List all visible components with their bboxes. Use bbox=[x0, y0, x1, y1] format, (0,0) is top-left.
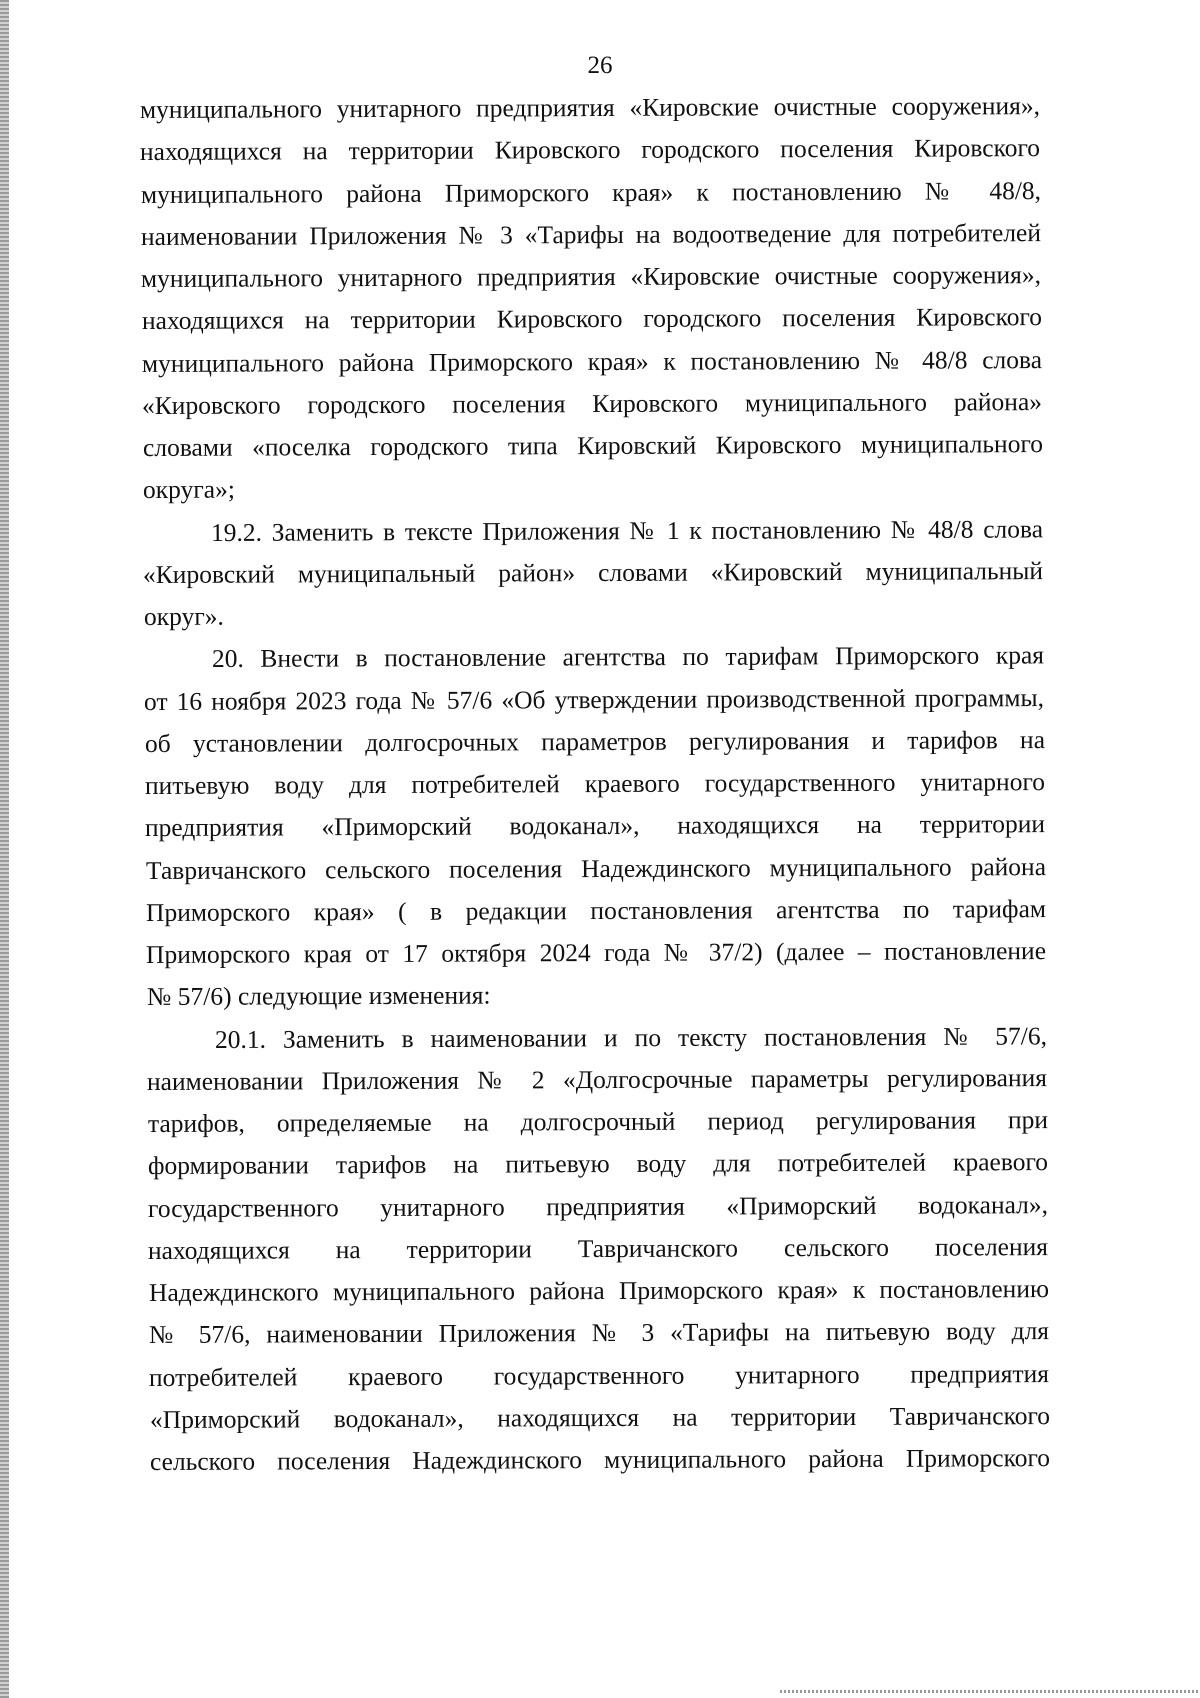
paragraph-3-line: Приморского края от 17 октября 2024 года № 37/2) (далее – постановление bbox=[146, 936, 1047, 969]
paragraph-4-line: формировании тарифов на питьевую воду для потребителей краевого bbox=[147, 1147, 1048, 1181]
paragraph-3-line: Тавричанского сельского поселения Надеждинского муниципального района bbox=[145, 851, 1046, 885]
paragraph-3-line: Приморского края» ( в редакции постановления агентства по тарифам bbox=[145, 893, 1046, 927]
paragraph-4-line: тарифов, определяемые на долгосрочный период регулирования при bbox=[147, 1105, 1048, 1138]
paragraph-4-line: «Приморский водоканал», находящихся на территории Тавричанского bbox=[149, 1400, 1050, 1434]
paragraph-4-line: государственного унитарного предприятия «Приморский водоканал», bbox=[148, 1189, 1049, 1223]
paragraph-1-line: находящихся на территории Кировского городского поселения Кировского bbox=[140, 133, 1041, 167]
paragraph-1-line: муниципального района Приморского края» к постановлению № 48/8 слова bbox=[141, 344, 1042, 378]
paragraph-2-line: «Кировский муниципальный район» словами «Кировский муниципальный bbox=[143, 555, 1044, 589]
paragraph-3-line: предприятия «Приморский водоканал», находящихся на территории bbox=[145, 809, 1046, 843]
scan-edge-artifact bbox=[0, 0, 9, 1698]
paragraph-1-line: муниципального унитарного предприятия «Кировские очистные сооружения», bbox=[141, 260, 1042, 293]
paragraph-1-line: находящихся на территории Кировского городского поселения Кировского bbox=[141, 302, 1042, 336]
paragraph-1-line: «Кировского городского поселения Кировского муниципального района» bbox=[142, 386, 1043, 420]
paragraph-4-line: сельского поселения Надеждинского муниципального района Приморского bbox=[149, 1443, 1051, 1476]
paragraph-3-line: 20. Внести в постановление агентства по тарифам Приморского края bbox=[211, 640, 1045, 674]
paragraph-1-line: словами «поселка городского типа Кировский Кировского муниципального bbox=[142, 429, 1043, 462]
paragraph-3-line: питьевую воду для потребителей краевого государственного унитарного bbox=[144, 767, 1046, 800]
paragraph-1-line: наименовании Приложения № 3 «Тарифы на водоотведение для потребителей bbox=[140, 217, 1041, 251]
page-number: 26 bbox=[587, 52, 613, 79]
paragraph-2-line: округ». bbox=[143, 601, 224, 631]
paragraph-1-line: муниципального района Приморского края» к постановлению № 48/8, bbox=[140, 175, 1041, 209]
paragraph-2-line: 19.2. Заменить в тексте Приложения № 1 к постановлению № 48/8 слова bbox=[211, 513, 1044, 547]
paragraph-4-line: 20.1. Заменить в наименовании и по тексту постановления № 57/6, bbox=[214, 1020, 1047, 1054]
paragraph-4-line: находящихся на территории Тавричанского сельского поселения bbox=[148, 1231, 1049, 1265]
paragraph-4-line: № 57/6, наименовании Приложения № 3 «Тарифы на питьевую воду для bbox=[148, 1316, 1050, 1350]
scan-bottom-artifact bbox=[780, 1690, 1200, 1693]
paragraph-3-line: об установлении долгосрочных параметров регулирования и тарифов на bbox=[144, 724, 1045, 758]
paragraph-4-line: потребителей краевого государственного унитарного предприятия bbox=[149, 1358, 1050, 1392]
paragraph-1-line: муниципального унитарного предприятия «Кировские очистные сооружения», bbox=[139, 91, 1041, 124]
paragraph-4-line: наименовании Приложения № 2 «Долгосрочные параметры регулирования bbox=[147, 1062, 1048, 1096]
paragraph-3-line: № 57/6) следующие изменения: bbox=[146, 980, 491, 1012]
paragraph-1-line: округа»; bbox=[142, 474, 235, 505]
paragraph-3-line: от 16 ноября 2023 года № 57/6 «Об утверждении производственной программы, bbox=[144, 682, 1045, 716]
paragraph-4-line: Надеждинского муниципального района Приморского края» к постановлению bbox=[148, 1274, 1049, 1307]
